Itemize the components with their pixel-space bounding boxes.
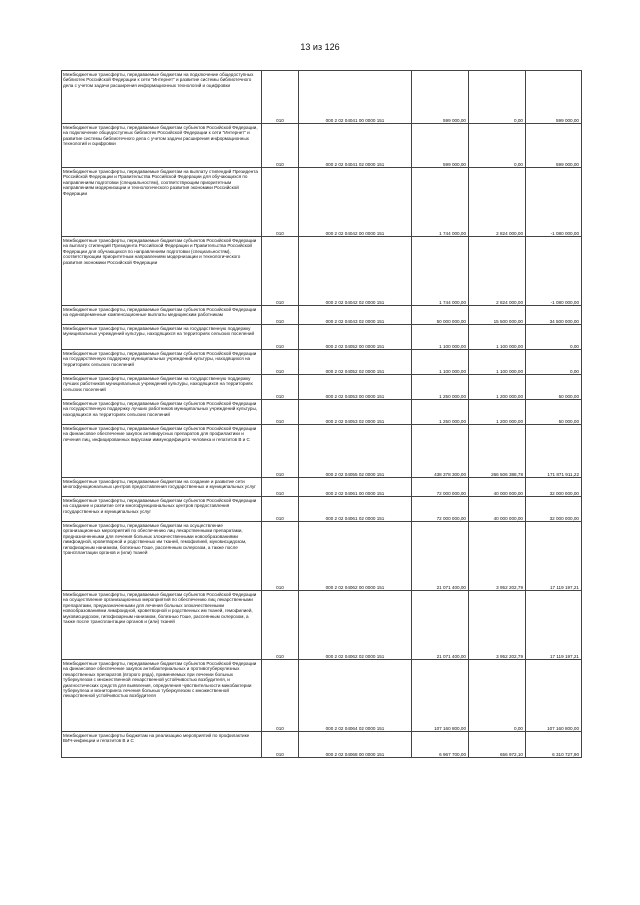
row-code-cell: 010 xyxy=(262,306,299,325)
row-name-cell: Межбюджетные трансферты, передаваемые бюджетам на государственную поддержку лучших работников муниципальных учреждений культуры, находящихся на территориях сельских поселений xyxy=(62,375,262,400)
row-kbk-cell: 000 2 02 04061 00 0000 151 xyxy=(299,478,412,497)
row-kbk-cell: 000 2 02 04041 00 0000 151 xyxy=(299,71,412,124)
row-executed-cell: 1 100 000,00 xyxy=(469,350,526,375)
row-remainder-cell: 599 000,00 xyxy=(526,71,582,124)
page-number: 13 из 126 xyxy=(300,42,340,52)
row-approved-cell: 599 000,00 xyxy=(412,71,469,124)
row-remainder-cell: -1 080 000,00 xyxy=(526,168,582,237)
row-executed-cell: 3 952 202,79 xyxy=(469,591,526,660)
row-kbk-cell: 000 2 02 04062 02 0000 151 xyxy=(299,591,412,660)
row-executed-cell: 656 972,10 xyxy=(469,732,526,758)
table-row xyxy=(62,237,582,306)
row-kbk-cell: 000 2 02 04062 00 0000 151 xyxy=(299,522,412,591)
row-remainder-cell: 6 310 727,90 xyxy=(526,732,582,758)
row-remainder-cell: 32 000 000,00 xyxy=(526,497,582,522)
row-approved-cell: 1 100 000,00 xyxy=(412,325,469,350)
row-kbk-cell: 000 2 02 04041 02 0000 151 xyxy=(299,124,412,168)
row-code-cell: 010 xyxy=(262,71,299,124)
row-remainder-cell: 0,00 xyxy=(526,350,582,375)
table-row xyxy=(62,325,582,350)
row-code-cell: 010 xyxy=(262,124,299,168)
row-name-cell: Межбюджетные трансферты, передаваемые бюджетам субъектов Российской Федерации на единовременные компенсационные выплаты медицинским работникам xyxy=(62,306,262,325)
row-executed-cell: 2 824 000,00 xyxy=(469,168,526,237)
table-row xyxy=(62,306,582,325)
table-row xyxy=(62,732,582,758)
row-kbk-cell: 000 2 02 04043 02 0000 151 xyxy=(299,306,412,325)
row-code-cell: 010 xyxy=(262,591,299,660)
row-name-cell: Межбюджетные трансферты, передаваемые бюджетам субъектов Российской Федерации, на подключение общедоступных библиотек Российской Федерации к сети "Интернет" и развитие системы библиотечного дела с учетом задачи расширения информационных технологий и оцифровки xyxy=(62,124,262,168)
row-approved-cell: 50 000 000,00 xyxy=(412,306,469,325)
row-kbk-cell: 000 2 02 04053 02 0000 151 xyxy=(299,400,412,425)
row-kbk-cell: 000 2 02 04053 00 0000 151 xyxy=(299,375,412,400)
row-kbk-cell: 000 2 02 04068 00 0000 151 xyxy=(299,732,412,758)
row-name-cell: Межбюджетные трансферты бюджетам на реализацию мероприятий по профилактике ВИЧ-инфекции и гепатитов B и C xyxy=(62,732,262,758)
row-name-cell: Межбюджетные трансферты, передаваемые бюджетам на создание и развитие сети многофункциональных центров предоставления государственных и муниципальных услуг xyxy=(62,478,262,497)
row-executed-cell: 1 100 000,00 xyxy=(469,325,526,350)
row-approved-cell: 107 160 800,00 xyxy=(412,660,469,732)
row-executed-cell: 40 000 000,00 xyxy=(469,497,526,522)
row-name-cell: Межбюджетные трансферты, передаваемые бюджетам субъектов Российской Федерации на государственную поддержку муниципальных учреждений культуры, находящихся на территориях сельских поселений xyxy=(62,350,262,375)
row-name-cell: Межбюджетные трансферты, передаваемые бюджетам на осуществление организационных мероприятий по обеспечению лиц лекарственными препаратами, предназначенными для лечения больных злокачественными новообразованиями лимфоидной, кроветворной и родственных им тканей, гемофилией, муковисцидозом, гипофизарным нанизмом, болезнью Гоше, рассеянным склерозом, а также после трансплантации органов и (или) тканей xyxy=(62,522,262,591)
table-row xyxy=(62,522,582,591)
row-remainder-cell: 599 000,00 xyxy=(526,124,582,168)
row-code-cell: 010 xyxy=(262,660,299,732)
row-code-cell: 010 xyxy=(262,375,299,400)
table-row xyxy=(62,660,582,732)
table-row xyxy=(62,497,582,522)
row-executed-cell: 0,00 xyxy=(469,71,526,124)
row-approved-cell: 21 071 400,00 xyxy=(412,522,469,591)
row-kbk-cell: 000 2 02 04061 02 0000 151 xyxy=(299,497,412,522)
row-executed-cell: 15 500 000,00 xyxy=(469,306,526,325)
row-approved-cell: 438 378 300,00 xyxy=(412,425,469,478)
row-name-cell: Межбюджетные трансферты, передаваемые бюджетам субъектов Российской Федерации на создание и развитие сети многофункциональных центров предоставления государственных и муниципальных услуг xyxy=(62,497,262,522)
row-approved-cell: 6 967 700,00 xyxy=(412,732,469,758)
row-remainder-cell: 107 160 800,00 xyxy=(526,660,582,732)
row-code-cell: 010 xyxy=(262,732,299,758)
row-kbk-cell: 000 2 02 04052 02 0000 151 xyxy=(299,350,412,375)
row-code-cell: 010 xyxy=(262,478,299,497)
row-name-cell: Межбюджетные трансферты, передаваемые бюджетам субъектов Российской Федерации на государственную поддержку лучших работников муниципальных учреждений культуры, находящихся на территориях сельских поселений xyxy=(62,400,262,425)
row-name-cell: Межбюджетные трансферты, передаваемые бюджетам субъектов Российской Федерации на финансовое обеспечение закупок антибактериальных и противотуберкулезных лекарственных препаратов (второго ряда), применяемых при лечении больных туберкулезом с множественной лекарственной устойчивостью возбудителя, и диагностических средств для выявления, определения чувствительности микобактерии туберкулеза и мониторинга лечения больных туберкулезом с множественной лекарственной устойчивостью возбудителя xyxy=(62,660,262,732)
row-executed-cell: 40 000 000,00 xyxy=(469,478,526,497)
row-code-cell: 010 xyxy=(262,168,299,237)
row-remainder-cell: 17 119 197,21 xyxy=(526,522,582,591)
row-name-cell: Межбюджетные трансферты, передаваемые бюджетам на подключение общедоступных библиотек Российской Федерации к сети "Интернет" и развитие системы библиотечного дела с учетом задачи расширения информационных технологий и оцифровки xyxy=(62,71,262,124)
row-executed-cell: 266 506 388,78 xyxy=(469,425,526,478)
row-approved-cell: 72 000 000,00 xyxy=(412,478,469,497)
row-executed-cell: 0,00 xyxy=(469,660,526,732)
row-kbk-cell: 000 2 02 04042 02 0000 151 xyxy=(299,237,412,306)
row-approved-cell: 1 744 000,00 xyxy=(412,237,469,306)
table-row xyxy=(62,478,582,497)
row-code-cell: 010 xyxy=(262,497,299,522)
table-row xyxy=(62,124,582,168)
row-name-cell: Межбюджетные трансферты, передаваемые бюджетам субъектов Российской Федерации на осуществление организационных мероприятий по обеспечению лиц лекарственными препаратами, предназначенными для лечения больных злокачественными новообразованиями лимфоидной, кроветворной и родственных им тканей, гемофилией, муковисцидозом, гипофизарным нанизмом, болезнью Гоше, рассеянным склерозом, а также после трансплантации органов и (или) тканей xyxy=(62,591,262,660)
row-approved-cell: 599 000,00 xyxy=(412,124,469,168)
table-body xyxy=(62,71,582,758)
row-approved-cell: 1 744 000,00 xyxy=(412,168,469,237)
row-name-cell: Межбюджетные трансферты, передаваемые бюджетам на государственную поддержку муниципальных учреждений культуры, находящихся на территориях сельских поселений xyxy=(62,325,262,350)
row-code-cell: 010 xyxy=(262,522,299,591)
row-remainder-cell: 0,00 xyxy=(526,325,582,350)
row-kbk-cell: 000 2 02 04064 02 0000 151 xyxy=(299,660,412,732)
row-remainder-cell: 34 500 000,00 xyxy=(526,306,582,325)
row-kbk-cell: 000 2 02 04055 02 0000 151 xyxy=(299,425,412,478)
row-remainder-cell: 50 000,00 xyxy=(526,400,582,425)
row-name-cell: Межбюджетные трансферты, передаваемые бюджетам субъектов Российской Федерации на выплату стипендий Президента Российской Федерации и Правительства Российской Федерации для обучающихся по направлениям подготовки (специальностям), соответствующим приоритетным направлениям модернизации и технологического развития экономики Российской Федерации xyxy=(62,237,262,306)
table-row xyxy=(62,425,582,478)
row-approved-cell: 21 071 400,00 xyxy=(412,591,469,660)
table-row xyxy=(62,400,582,425)
row-approved-cell: 1 250 000,00 xyxy=(412,375,469,400)
row-kbk-cell: 000 2 02 04042 00 0000 151 xyxy=(299,168,412,237)
row-name-cell: Межбюджетные трансферты, передаваемые бюджетам на выплату стипендий Президента Российской Федерации и Правительства Российской Федерации для обучающихся по направлениям подготовки (специальностям), соответствующим приоритетным направлениям модернизации и технологического развития экономики Российской Федерации xyxy=(62,168,262,237)
row-executed-cell: 1 200 000,00 xyxy=(469,375,526,400)
row-remainder-cell: 32 000 000,00 xyxy=(526,478,582,497)
row-code-cell: 010 xyxy=(262,237,299,306)
row-executed-cell: 0,00 xyxy=(469,124,526,168)
row-kbk-cell: 000 2 02 04052 00 0000 151 xyxy=(299,325,412,350)
row-approved-cell: 1 250 000,00 xyxy=(412,400,469,425)
row-code-cell: 010 xyxy=(262,325,299,350)
row-code-cell: 010 xyxy=(262,425,299,478)
table-row xyxy=(62,375,582,400)
row-code-cell: 010 xyxy=(262,350,299,375)
row-approved-cell: 1 100 000,00 xyxy=(412,350,469,375)
row-approved-cell: 72 000 000,00 xyxy=(412,497,469,522)
row-remainder-cell: 171 871 911,22 xyxy=(526,425,582,478)
row-remainder-cell: 17 119 197,21 xyxy=(526,591,582,660)
row-remainder-cell: 50 000,00 xyxy=(526,375,582,400)
row-name-cell: Межбюджетные трансферты, передаваемые бюджетам субъектов Российской Федерации на финансовое обеспечение закупок антивирусных препаратов для профилактики и лечения лиц, инфицированных вирусами иммунодефицита человека и гепатитов B и C xyxy=(62,425,262,478)
row-executed-cell: 1 200 000,00 xyxy=(469,400,526,425)
row-code-cell: 010 xyxy=(262,400,299,425)
row-remainder-cell: -1 080 000,00 xyxy=(526,237,582,306)
table-row xyxy=(62,350,582,375)
row-executed-cell: 2 824 000,00 xyxy=(469,237,526,306)
table-row xyxy=(62,168,582,237)
budget-table xyxy=(61,70,582,758)
table-row xyxy=(62,591,582,660)
table-row xyxy=(62,71,582,124)
row-executed-cell: 3 952 202,79 xyxy=(469,522,526,591)
